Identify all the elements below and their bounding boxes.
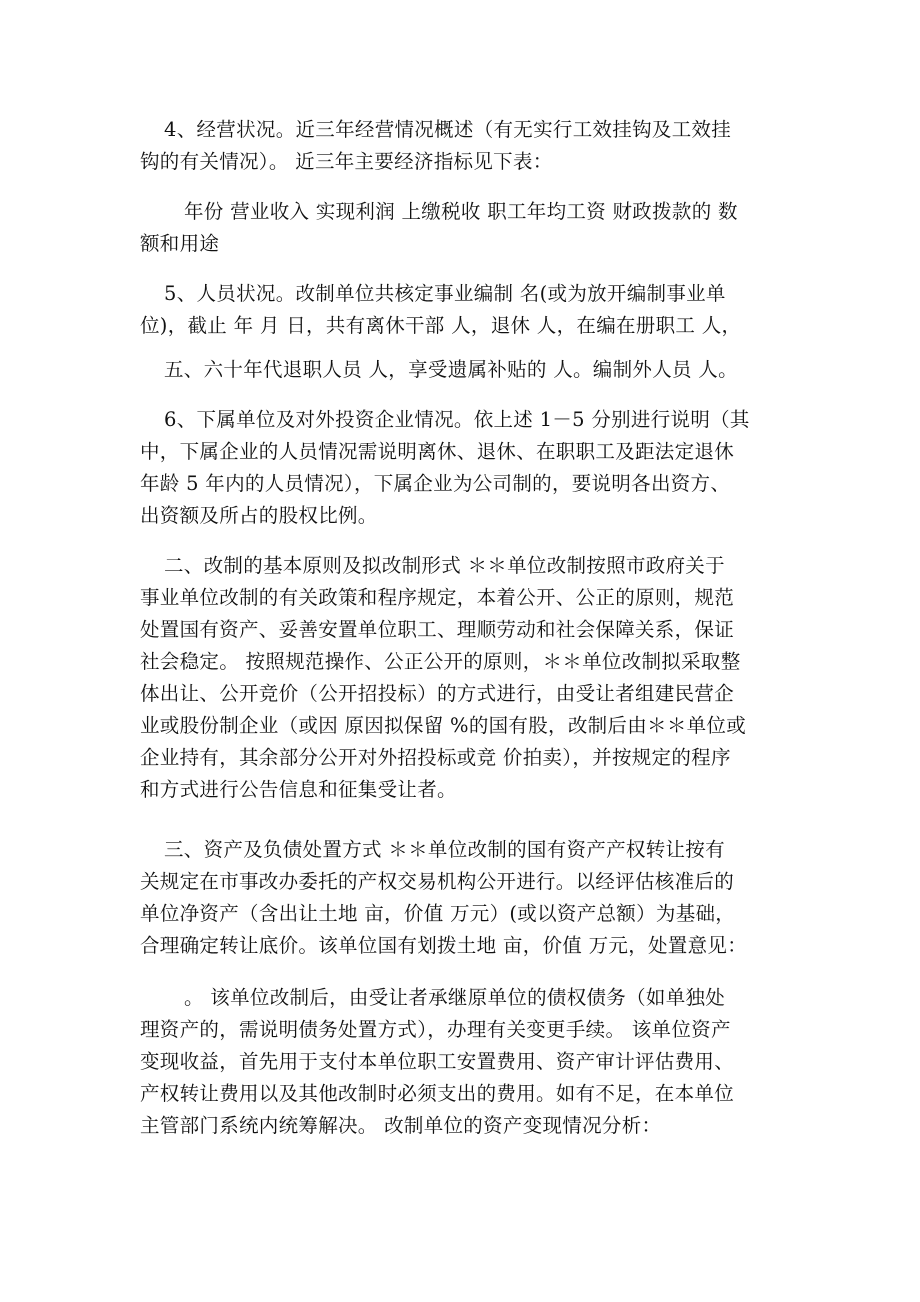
text-line: 理资产的，需说明债务处置方式），办理有关变更手续。 该单位资产 [140, 1018, 731, 1041]
text-line: 4、经营状况。近三年经营情况概述（有无实行工效挂钩及工效挂 [164, 118, 732, 141]
text-line: 三、资产及负债处置方式 ＊＊单位改制的国有资产产权转让按有 [164, 838, 725, 861]
text-line: 社会稳定。 按照规范操作、公正公开的原则，＊＊单位改制拟采取整 [140, 650, 741, 673]
text-line: 合理确定转让底价。该单位国有划拨土地 亩，价值 万元，处置意见： [140, 934, 747, 957]
text-line: 二、改制的基本原则及拟改制形式 ＊＊单位改制按照市政府关于 [164, 554, 725, 577]
text-line: 年龄 5 年内的人员情况），下属企业为公司制的，要说明各出资方、 [140, 472, 731, 495]
text-line: 事业单位改制的有关政策和程序规定，本着公开、公正的原则，规范 [140, 586, 735, 609]
text-line: 中，下属企业的人员情况需说明离休、退休、在职职工及距法定退休 [140, 440, 735, 463]
text-line: 和方式进行公告信息和征集受让者。 [140, 778, 457, 801]
text-line: 6、下属单位及对外投资企业情况。依上述 1－5 分别进行说明（其 [164, 408, 750, 431]
paragraph-post-reform-debts [140, 982, 800, 1142]
text-line: 钩的有关情况）。 近三年主要经济指标见下表： [140, 150, 553, 173]
section-reform-principles [140, 550, 800, 806]
text-line: 变现收益，首先用于支付本单位职工安置费用、资产审计评估费用、 [140, 1050, 735, 1073]
text-line: 出资额及所占的股权比例。 [140, 504, 378, 527]
text-line: 处置国有资产、妥善安置单位职工、理顺劳动和社会保障关系，保证 [140, 618, 735, 641]
text-line: 产权转让费用以及其他改制时必须支出的费用。如有不足，在本单位 [140, 1082, 735, 1105]
text-line: 关规定在市事改办委托的产权交易机构公开进行。以经评估核准后的 [140, 870, 735, 893]
text-line: 。 该单位改制后，由受让者承继原单位的债权债务（如单独处 [184, 986, 726, 1009]
text-line: 单位净资产（含出让土地 亩，价值 万元）(或以资产总额）为基础， [140, 902, 736, 925]
section-asset-liability-disposal [140, 834, 800, 962]
text-line: 5、人员状况。改制单位共核定事业编制 名(或为放开编制事业单 [164, 282, 726, 305]
text-line: 业或股份制企业（或因 原因拟保留 %的国有股，改制后由＊＊单位或 [140, 714, 747, 737]
paragraph-retired-staff [140, 354, 800, 386]
text-line: 主管部门系统内统筹解决。 改制单位的资产变现情况分析： [140, 1114, 662, 1137]
text-line: 年份 营业收入 实现利润 上缴税收 职工年均工资 财政拨款的 数 [184, 200, 738, 223]
paragraph-business-status [140, 114, 800, 178]
text-line: 额和用途 [140, 232, 220, 255]
paragraph-subsidiaries [140, 404, 800, 532]
paragraph-staff-status [140, 278, 800, 342]
text-line: 体出让、公开竞价（公开招投标）的方式进行，由受让者组建民营企 [140, 682, 735, 705]
text-line: 五、六十年代退职人员 人，享受遗属补贴的 人。编制外人员 人。 [164, 358, 738, 381]
text-line: 位)，截止 年 月 日，共有离休干部 人，退休 人，在编在册职工 人， [140, 314, 742, 337]
text-line: 企业持有，其余部分公开对外招投标或竞 价拍卖），并按规定的程序 [140, 746, 731, 769]
paragraph-indicator-table-header [140, 196, 800, 260]
